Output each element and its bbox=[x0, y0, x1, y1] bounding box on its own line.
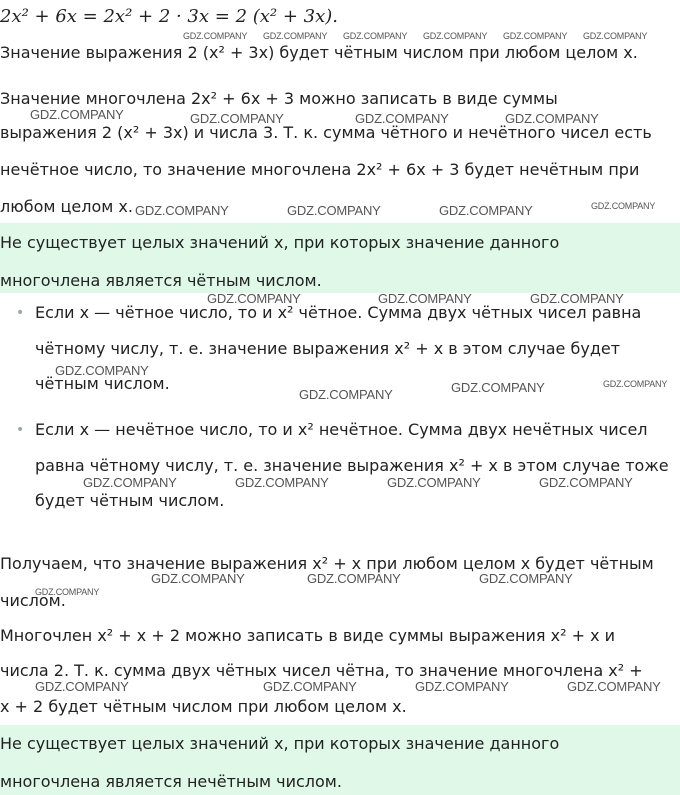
watermark: GDZ.COMPANY bbox=[307, 571, 401, 586]
watermark: GDZ.COMPANY bbox=[190, 111, 284, 126]
watermark: GDZ.COMPANY bbox=[439, 203, 533, 218]
answer-line: многочлена является чётным числом. bbox=[0, 271, 322, 290]
watermark: GDZ.COMPANY bbox=[387, 475, 481, 490]
watermark: GDZ.COMPANY bbox=[299, 387, 393, 402]
watermark: GDZ.COMPANY bbox=[503, 31, 568, 41]
watermark: GDZ.COMPANY bbox=[263, 31, 328, 41]
watermark: GDZ.COMPANY bbox=[355, 111, 449, 126]
answer-line: многочлена является нечётным числом. bbox=[0, 772, 342, 791]
text-line: Многочлен x² + x + 2 можно записать в виде суммы выражения x² + x и bbox=[0, 626, 616, 645]
watermark: GDZ.COMPANY bbox=[603, 379, 668, 389]
watermark: GDZ.COMPANY bbox=[479, 571, 573, 586]
watermark: GDZ.COMPANY bbox=[263, 679, 357, 694]
watermark: GDZ.COMPANY bbox=[83, 475, 177, 490]
bullet-dot: • bbox=[16, 422, 25, 438]
watermark: GDZ.COMPANY bbox=[135, 203, 229, 218]
watermark: GDZ.COMPANY bbox=[343, 31, 408, 41]
bullet-line: Если x — чётное число, то и x² чётное. Сумма двух чётных чисел равна bbox=[35, 303, 642, 322]
watermark: GDZ.COMPANY bbox=[55, 363, 149, 378]
watermark: GDZ.COMPANY bbox=[423, 31, 488, 41]
watermark: GDZ.COMPANY bbox=[235, 475, 329, 490]
watermark: GDZ.COMPANY bbox=[183, 31, 248, 41]
text-line: числа 2. Т. к. сумма двух чётных чисел чётна, то значение многочлена x² + bbox=[0, 661, 643, 680]
text-line: любом целом x. bbox=[0, 197, 133, 216]
watermark: GDZ.COMPANY bbox=[451, 380, 545, 395]
text-line: числом. bbox=[0, 591, 66, 610]
text-line: выражения 2 (x² + 3x) и числа 3. Т. к. сумма чётного и нечётного чисел есть bbox=[0, 123, 652, 142]
equation-line: 2x² + 6x = 2x² + 2 · 3x = 2 (x² + 3x). bbox=[0, 6, 339, 27]
text-line: Получаем, что значение выражения x² + x при любом целом x будет чётным bbox=[0, 554, 654, 573]
watermark: GDZ.COMPANY bbox=[530, 291, 624, 306]
text-line: x + 2 будет чётным числом при любом целом x. bbox=[0, 697, 407, 716]
watermark: GDZ.COMPANY bbox=[539, 475, 633, 490]
watermark: GDZ.COMPANY bbox=[207, 291, 301, 306]
watermark: GDZ.COMPANY bbox=[35, 587, 100, 597]
watermark: GDZ.COMPANY bbox=[378, 291, 472, 306]
bullet-line: чётному числу, т. е. значение выражения x² + x в этом случае будет bbox=[35, 339, 621, 358]
watermark: GDZ.COMPANY bbox=[505, 111, 599, 126]
answer-line: Не существует целых значений x, при которых значение данного bbox=[0, 233, 560, 252]
watermark: GDZ.COMPANY bbox=[151, 571, 245, 586]
watermark: GDZ.COMPANY bbox=[567, 679, 661, 694]
bullet-line: Если x — нечётное число, то и x² нечётное. Сумма двух нечётных чисел bbox=[35, 420, 648, 439]
watermark: GDZ.COMPANY bbox=[35, 679, 129, 694]
watermark: GDZ.COMPANY bbox=[287, 203, 381, 218]
watermark: GDZ.COMPANY bbox=[583, 31, 648, 41]
bullet-dot: • bbox=[16, 305, 25, 321]
watermark: GDZ.COMPANY bbox=[30, 107, 124, 122]
text-line: Значение многочлена 2x² + 6x + 3 можно записать в виде суммы bbox=[0, 89, 558, 108]
bullet-line: будет чётным числом. bbox=[35, 491, 225, 510]
bullet-line: чётным числом. bbox=[35, 374, 170, 393]
watermark: GDZ.COMPANY bbox=[415, 679, 509, 694]
answer-line: Не существует целых значений x, при которых значение данного bbox=[0, 734, 560, 753]
bullet-line: равна чётному числу, т. е. значение выражения x² + x в этом случае тоже bbox=[35, 456, 669, 475]
text-line: Значение выражения 2 (x² + 3x) будет чётным числом при любом целом x. bbox=[0, 43, 638, 62]
text-line: нечётное число, то значение многочлена 2x² + 6x + 3 будет нечётным при bbox=[0, 160, 640, 179]
watermark: GDZ.COMPANY bbox=[591, 201, 656, 211]
